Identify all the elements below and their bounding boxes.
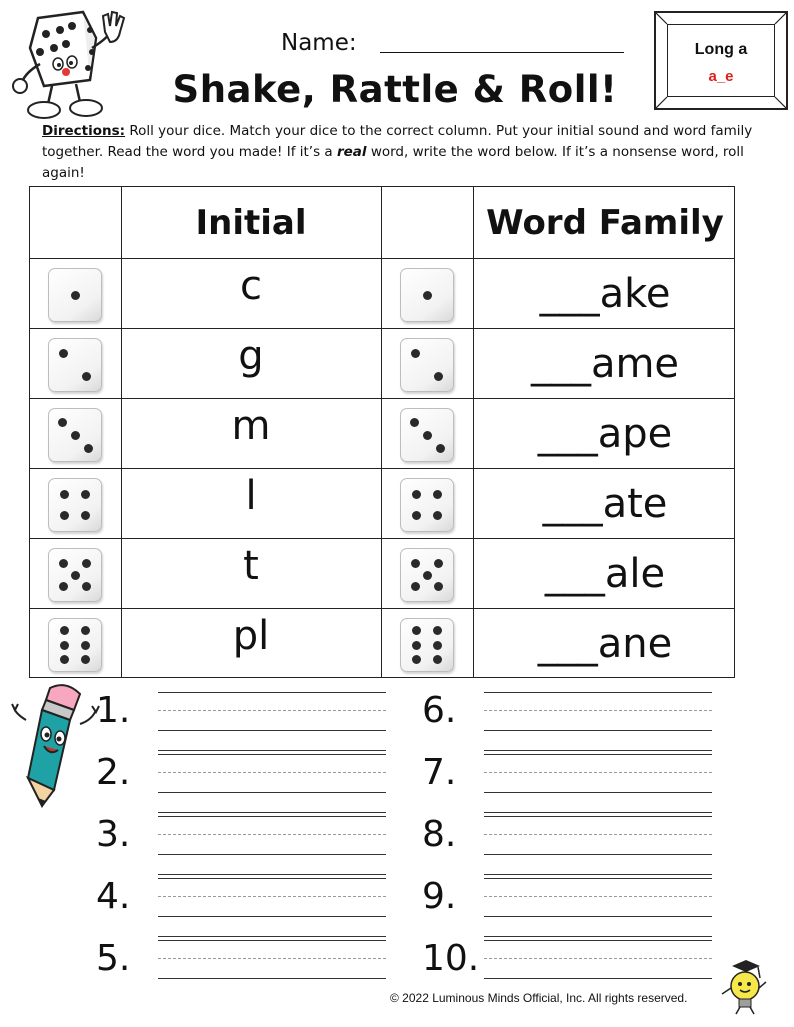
- dice-mascot-icon: [8, 8, 133, 123]
- write-line[interactable]: [484, 854, 712, 855]
- directions-label: Directions:: [42, 123, 126, 139]
- answer-number: 2.: [96, 752, 131, 793]
- die-pip: [59, 349, 68, 358]
- name-write-line[interactable]: [380, 52, 624, 53]
- directions: [42, 121, 762, 184]
- write-midline[interactable]: [158, 834, 386, 835]
- write-midline[interactable]: [484, 772, 712, 773]
- die-pip: [81, 511, 90, 520]
- write-line[interactable]: [158, 978, 386, 979]
- write-line[interactable]: [158, 816, 386, 817]
- die-pip: [433, 511, 442, 520]
- die-pip: [71, 571, 80, 580]
- die-pip: [84, 444, 93, 453]
- write-midline[interactable]: [484, 834, 712, 835]
- die-pip: [412, 655, 421, 664]
- die-pip: [410, 418, 419, 427]
- initial-sound: m: [231, 403, 271, 449]
- die-pip: [60, 511, 69, 520]
- write-line[interactable]: [484, 874, 712, 875]
- die-pip: [433, 626, 442, 635]
- pencil-mascot-icon: [10, 680, 100, 812]
- die-pip: [411, 559, 420, 568]
- die-pip: [71, 431, 80, 440]
- write-line[interactable]: [484, 692, 712, 693]
- name-label: Name:: [281, 30, 357, 56]
- die-face-icon: [400, 338, 454, 392]
- write-line[interactable]: [158, 730, 386, 731]
- write-line[interactable]: [158, 692, 386, 693]
- die-pip: [60, 641, 69, 650]
- die-pip: [434, 372, 443, 381]
- write-line[interactable]: [484, 750, 712, 751]
- initial-sound: t: [243, 543, 259, 589]
- directions-emphasis: real: [336, 144, 367, 160]
- die-face-icon: [400, 408, 454, 462]
- die-pip: [433, 490, 442, 499]
- write-line[interactable]: [484, 812, 712, 813]
- die-pip: [58, 418, 67, 427]
- write-midline[interactable]: [484, 710, 712, 711]
- die-pip: [60, 626, 69, 635]
- word-family: ___ane: [537, 621, 673, 667]
- die-face-icon: [48, 338, 102, 392]
- die-face-icon: [48, 478, 102, 532]
- write-line[interactable]: [484, 916, 712, 917]
- word-table: [29, 186, 735, 678]
- word-family: ___ape: [537, 411, 673, 457]
- answer-number: 8.: [422, 814, 457, 855]
- die-pip: [423, 291, 432, 300]
- write-line[interactable]: [484, 978, 712, 979]
- write-line[interactable]: [158, 878, 386, 879]
- write-line[interactable]: [158, 936, 386, 937]
- write-line[interactable]: [484, 936, 712, 937]
- die-pip: [60, 490, 69, 499]
- directions-text-2: word, write the word below. If it’s a nonsense word, roll again!: [42, 144, 744, 181]
- answer-number: 7.: [422, 752, 457, 793]
- write-midline[interactable]: [158, 896, 386, 897]
- die-face-icon: [48, 408, 102, 462]
- die-pip: [412, 511, 421, 520]
- badge-pattern: a_e: [708, 68, 734, 85]
- initial-sound: c: [240, 263, 262, 309]
- header-initial: Initial: [195, 203, 307, 243]
- die-pip: [411, 582, 420, 591]
- die-face-icon: [400, 268, 454, 322]
- word-family: ___ale: [544, 551, 666, 597]
- answer-number: 6.: [422, 690, 457, 731]
- write-line[interactable]: [158, 812, 386, 813]
- directions-text-1: Roll your dice. Match your dice to the correct column. Put your initial sound and word family together. Read the word you made! If it’s a: [42, 123, 753, 160]
- die-pip: [82, 559, 91, 568]
- die-pip: [433, 641, 442, 650]
- initial-sound: g: [238, 333, 264, 379]
- die-pip: [411, 349, 420, 358]
- write-line[interactable]: [158, 750, 386, 751]
- write-midline[interactable]: [158, 958, 386, 959]
- die-face-icon: [48, 618, 102, 672]
- die-pip: [81, 655, 90, 664]
- die-pip: [60, 655, 69, 664]
- answer-number: 1.: [96, 690, 131, 731]
- answer-number: 5.: [96, 938, 131, 979]
- write-line[interactable]: [484, 792, 712, 793]
- die-face-icon: [48, 268, 102, 322]
- header-word-family: Word Family: [486, 203, 724, 243]
- copyright: © 2022 Luminous Minds Official, Inc. All rights reserved.: [390, 991, 688, 1005]
- write-midline[interactable]: [484, 896, 712, 897]
- die-pip: [81, 641, 90, 650]
- die-pip: [433, 655, 442, 664]
- write-midline[interactable]: [158, 772, 386, 773]
- write-line[interactable]: [158, 940, 386, 941]
- word-family: ___ake: [539, 271, 671, 317]
- write-midline[interactable]: [158, 710, 386, 711]
- die-pip: [423, 571, 432, 580]
- die-face-icon: [400, 618, 454, 672]
- die-pip: [412, 626, 421, 635]
- write-line[interactable]: [158, 792, 386, 793]
- answer-number: 3.: [96, 814, 131, 855]
- page-title: Shake, Rattle & Roll!: [172, 68, 618, 111]
- die-pip: [436, 444, 445, 453]
- die-face-icon: [400, 478, 454, 532]
- initial-sound: l: [245, 473, 257, 519]
- die-pip: [59, 582, 68, 591]
- write-line[interactable]: [484, 878, 712, 879]
- badge-title: Long a: [694, 41, 748, 58]
- die-pip: [81, 626, 90, 635]
- initial-sound: pl: [232, 613, 270, 659]
- write-line[interactable]: [484, 730, 712, 731]
- write-midline[interactable]: [484, 958, 712, 959]
- die-pip: [71, 291, 80, 300]
- die-pip: [59, 559, 68, 568]
- die-pip: [412, 641, 421, 650]
- write-line[interactable]: [158, 874, 386, 875]
- answer-number: 4.: [96, 876, 131, 917]
- write-line[interactable]: [158, 754, 386, 755]
- skill-badge: [654, 11, 788, 110]
- answer-number: 10.: [422, 938, 480, 979]
- write-line[interactable]: [484, 816, 712, 817]
- die-face-icon: [400, 548, 454, 602]
- die-pip: [434, 582, 443, 591]
- die-pip: [81, 490, 90, 499]
- lightbulb-mascot-icon: [718, 958, 770, 1016]
- die-pip: [434, 559, 443, 568]
- answer-number: 9.: [422, 876, 457, 917]
- write-line[interactable]: [484, 940, 712, 941]
- write-line[interactable]: [484, 754, 712, 755]
- write-line[interactable]: [158, 916, 386, 917]
- die-pip: [423, 431, 432, 440]
- die-pip: [82, 582, 91, 591]
- write-line[interactable]: [158, 854, 386, 855]
- die-pip: [412, 490, 421, 499]
- word-family: ___ate: [542, 481, 668, 527]
- die-pip: [82, 372, 91, 381]
- word-family: ___ame: [530, 341, 680, 387]
- die-face-icon: [48, 548, 102, 602]
